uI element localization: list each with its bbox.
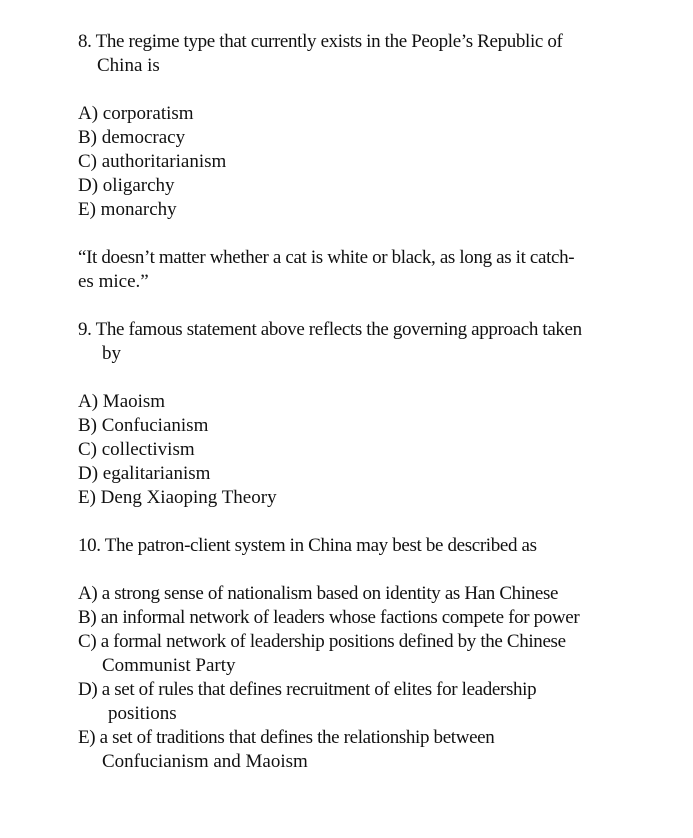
question-9-option-b: B) Confucianism	[78, 415, 209, 436]
quote-line-1: “It doesn’t matter whether a cat is white or black, as long as it catch-	[78, 247, 575, 268]
question-8-option-e: E) monarchy	[78, 199, 177, 220]
question-10-option-c-line-2: Communist Party	[102, 655, 236, 676]
question-9-option-a: A) Maoism	[78, 391, 166, 412]
question-8-option-c: C) authoritarianism	[78, 151, 227, 172]
question-10	[78, 534, 648, 774]
document-page	[78, 30, 648, 774]
question-10-option-b: B) an informal network of leaders whose factions compete for power	[78, 607, 580, 628]
question-9-option-d: D) egalitarianism	[78, 463, 211, 484]
question-8-option-a: A) corporatism	[78, 103, 194, 124]
question-8-option-b: B) democracy	[78, 127, 186, 148]
question-10-option-e-line-1: E) a set of traditions that defines the relationship between	[78, 727, 495, 748]
question-9	[78, 318, 648, 510]
quote-passage	[78, 246, 648, 294]
question-10-stem: 10. The patron-client system in China may best be described as	[78, 535, 537, 556]
question-10-option-d-line-2: positions	[108, 703, 177, 724]
question-10-option-e-line-2: Confucianism and Maoism	[102, 751, 308, 772]
question-9-stem-line-1: 9. The famous statement above reflects the governing approach taken	[78, 319, 582, 340]
question-10-option-c-line-1: C) a formal network of leadership positions defined by the Chinese	[78, 631, 566, 652]
question-8-stem-line-1: 8. The regime type that currently exists in the People’s Republic of	[78, 31, 563, 52]
quote-line-2: es mice.”	[78, 271, 149, 292]
question-9-option-e: E) Deng Xiaoping Theory	[78, 487, 277, 508]
question-8-option-d: D) oligarchy	[78, 175, 175, 196]
question-9-option-c: C) collectivism	[78, 439, 195, 460]
question-10-option-a: A) a strong sense of nationalism based on identity as Han Chinese	[78, 583, 559, 604]
question-9-stem-line-2: by	[102, 343, 121, 364]
question-8	[78, 30, 648, 222]
question-8-stem-line-2: China is	[97, 55, 160, 76]
question-10-option-d-line-1: D) a set of rules that defines recruitment of elites for leadership	[78, 679, 537, 700]
